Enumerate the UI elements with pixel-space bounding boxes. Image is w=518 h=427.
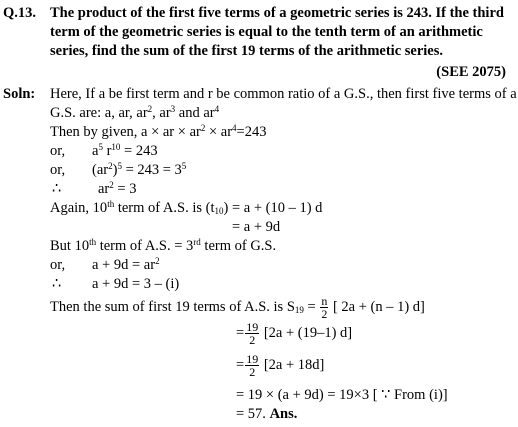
- therefore-symbol-2: ∴: [52, 276, 62, 292]
- given-line: Then by given, a × ar × $ar^2 \times ar^4=243$: [50, 123, 267, 140]
- or-label-1: or,: [50, 143, 66, 159]
- or-label-3: or,: [50, 257, 66, 273]
- question-line-2: term of the geometric series is equal to the tenth term of an arithmetic: [50, 24, 483, 40]
- but-line: But 10th term of A.S. = 3rd term of G.S.: [50, 237, 277, 254]
- solution-label: Soln:: [3, 86, 36, 102]
- sum-step-2: = $\frac{19}{2}$ [2a + 18d]: [236, 352, 325, 380]
- intro-line-2: G.S. are: a, ar, $ar^2$, $ar^3$ and $ar^4$: [50, 104, 220, 121]
- equation-2: a + 9d = 3 – (i): [92, 276, 180, 292]
- intro-line-1: Here, If a be first term and r be common ratio of a G.S., then first five terms of a: [50, 86, 517, 102]
- therefore-symbol-1: ∴: [52, 181, 62, 197]
- question-source: (SEE 2075): [436, 64, 506, 80]
- sum-step-1-fraction: $\frac{19}{2}$: [246, 320, 259, 348]
- question-line-3: series, find the sum of the first 19 terms of the arithmetic series.: [50, 43, 444, 59]
- answer-tag: Ans.: [269, 406, 298, 422]
- step-1: $a^5$ $r^{10} = 243$: [92, 142, 158, 159]
- sum-step-3: = 19 × (a + 9d) = 19×3 [ ∵ From (i)]: [236, 387, 448, 403]
- equation-1: $a + 9d = ar^2$: [92, 256, 160, 273]
- or-label-2: or,: [50, 162, 66, 178]
- again-result: = a + 9d: [232, 219, 281, 235]
- final-answer: = 57. Ans.: [236, 406, 298, 422]
- step-2: $(ar^2)^5 = 243 = 3^5$: [92, 161, 187, 178]
- question-label: Q.13.: [3, 5, 37, 21]
- sum-fraction: $\frac{n}{2}$: [321, 294, 328, 322]
- sum-formula-line: Then the sum of first 19 terms of A.S. is $S_{19}$ = $\frac{n}{2}$ [ 2a + (n – 1) d]: [50, 294, 425, 322]
- sum-step-2-fraction: $\frac{19}{2}$: [246, 352, 259, 380]
- again-line: Again, 10th term of A.S. is $(t_{10}) = a + (10 - 1)$ d: [50, 199, 323, 216]
- sum-step-1: = $\frac{19}{2}$ [2a + (19–1) d]: [236, 320, 353, 348]
- question-line-1: The product of the first five terms of a geometric series is 243. If the third: [50, 5, 504, 21]
- step-3: $ar^2 = 3$: [98, 180, 137, 197]
